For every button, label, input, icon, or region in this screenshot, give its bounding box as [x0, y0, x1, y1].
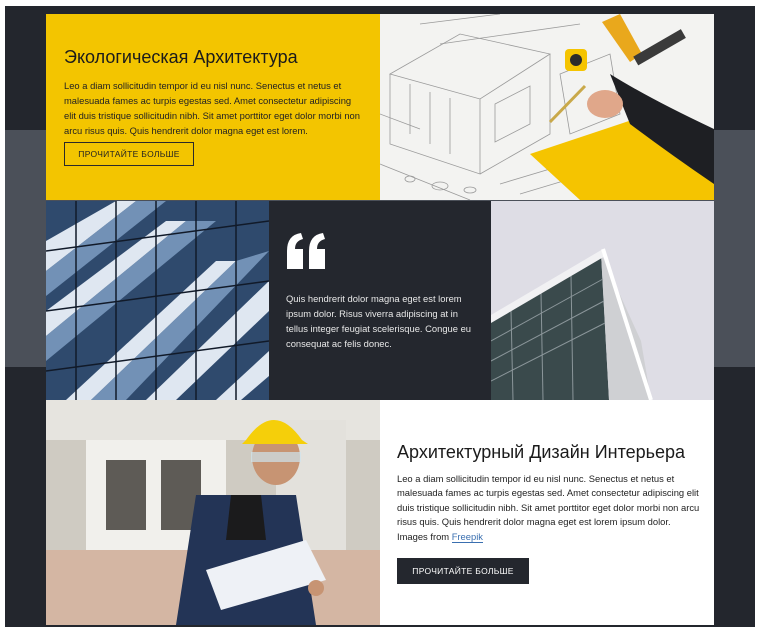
blueprint-image — [380, 14, 714, 200]
tower-building-image — [491, 201, 714, 400]
interior-design-text — [397, 472, 702, 544]
interior-design-title: Архитектурный Дизайн Интерьера — [397, 442, 686, 462]
glass-facade-image — [46, 201, 269, 400]
quote-block — [269, 201, 491, 400]
quote-icon — [285, 231, 329, 275]
freepik-link[interactable]: Freepik — [451, 530, 483, 542]
eco-architecture-block — [46, 14, 380, 200]
interior-design-block — [380, 400, 714, 625]
quote-text: Quis hendrerit dolor magna eget est lorem ipsum dolor. Risus viverra adipiscing at in tellus integer feugiat scelerisque. Congue eu consequat ac felis donec. — [286, 293, 472, 349]
read-more-button[interactable]: ПРОЧИТАЙТЕ БОЛЬШЕ — [64, 142, 194, 166]
eco-architecture-text: Leo a diam sollicitudin tempor id eu nisl nunc. Senectus et netus et malesuada fames ac turpis egestas sed. Amet consectetur adipiscing elit duis tristique sollicitudin nibh. Sit amet porttitor eget dolor morbi non arcu risus quis. Quis hendrerit dolor magna eget est lorem. — [64, 80, 360, 136]
content-grid — [46, 14, 714, 625]
construction-worker-image — [46, 400, 380, 625]
interior-design-text-main: Leo a diam sollicitudin tempor id eu nisl nunc. Senectus et netus et malesuada fames ac turpis egestas sed. Amet consectetur adipiscing elit duis tristique sollicitudin nibh. Sit amet porttitor eget dolor morbi non arcu risus quis. Quis hendrerit dolor magna eget est lorem ipsum dolor. Images from — [397, 473, 700, 542]
read-more-button-dark[interactable]: ПРОЧИТАЙТЕ БОЛЬШЕ — [397, 558, 529, 584]
eco-architecture-title: Экологическая Архитектура — [64, 47, 298, 67]
